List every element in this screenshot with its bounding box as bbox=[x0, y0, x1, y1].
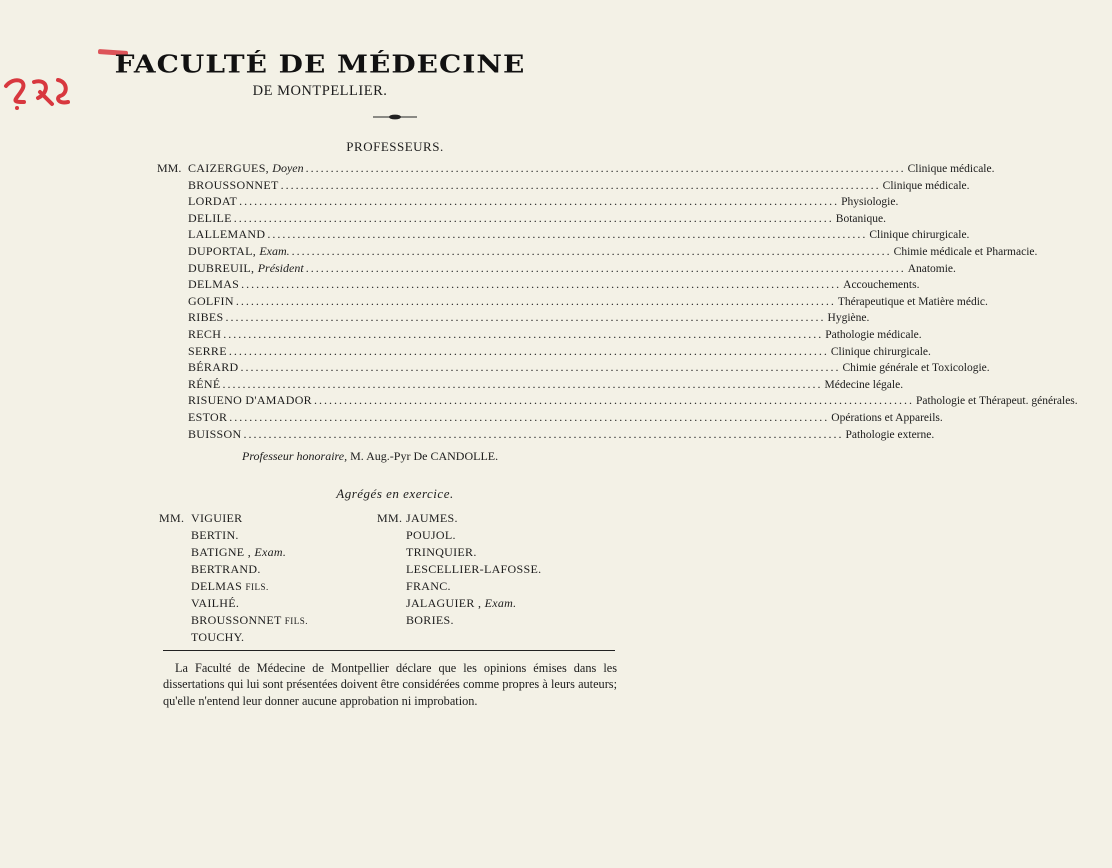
professors-list bbox=[157, 160, 1078, 442]
professor-chair: Clinique chirurgicale. bbox=[869, 229, 970, 242]
professor-row bbox=[157, 293, 988, 310]
agrege-name: JAUMES. bbox=[406, 511, 458, 525]
agrege-row bbox=[159, 612, 308, 629]
dot-leader: ........................................................................................................................ bbox=[313, 393, 914, 408]
prefix-mm: MM. bbox=[377, 511, 403, 525]
professor-chair: Clinique médicale. bbox=[907, 163, 995, 175]
page-title: FACULTÉ DE MÉDECINE bbox=[114, 50, 526, 79]
agrege-name: LESCELLIER-LAFOSSE. bbox=[406, 562, 542, 576]
dot-leader: ........................................................................................................................ bbox=[305, 260, 906, 275]
section-rule bbox=[163, 650, 615, 651]
agreges-left-column bbox=[159, 510, 308, 646]
agrege-row bbox=[159, 629, 308, 646]
professor-chair: Accouchements. bbox=[843, 279, 920, 292]
agrege-name: VAILHÉ. bbox=[191, 596, 240, 610]
professors-heading: PROFESSEURS. bbox=[346, 139, 444, 154]
professor-name-text: RECH bbox=[188, 326, 222, 341]
dot-leader: ........................................................................................................................ bbox=[240, 360, 841, 375]
professor-chair: Pathologie et Thérapeut. générales. bbox=[915, 395, 1078, 408]
professor-chair: Médecine légale. bbox=[824, 378, 904, 391]
professor-role: Exam. bbox=[259, 243, 290, 258]
agrege-row bbox=[377, 578, 541, 595]
honorary-label: Professeur honoraire, bbox=[242, 449, 348, 463]
professor-name bbox=[188, 376, 221, 393]
professor-role: Doyen bbox=[272, 161, 304, 175]
agrege-row bbox=[377, 527, 541, 544]
prefix-mm: MM. bbox=[157, 161, 182, 175]
agrege-name: FRANC. bbox=[406, 579, 451, 593]
professor-name bbox=[188, 260, 304, 277]
professor-chair: Clinique médicale. bbox=[882, 179, 970, 192]
professor-name bbox=[188, 426, 241, 443]
agrege-role: Exam. bbox=[254, 545, 287, 559]
agrege-name: BERTRAND. bbox=[191, 562, 261, 576]
professor-chair: Chimie médicale et Pharmacie. bbox=[893, 245, 1038, 258]
professor-name-text: LALLEMAND bbox=[188, 227, 266, 242]
professor-row bbox=[157, 309, 870, 326]
professor-name bbox=[188, 226, 265, 243]
professor-name bbox=[188, 392, 312, 409]
professor-name-text: ESTOR bbox=[188, 409, 228, 424]
agrege-row bbox=[159, 578, 308, 595]
agreges-heading: Agrégés en exercice. bbox=[336, 486, 454, 501]
professor-name bbox=[188, 343, 227, 360]
ornament-divider bbox=[373, 113, 417, 121]
agreges-right-column bbox=[377, 510, 541, 629]
dot-leader: ........................................................................................................................ bbox=[223, 326, 824, 341]
dot-leader: ........................................................................................................................ bbox=[241, 277, 842, 292]
professor-name bbox=[188, 326, 221, 343]
agrege-row bbox=[159, 561, 308, 578]
prefix-mm: MM. bbox=[159, 511, 185, 525]
agrege-name: DELMAS bbox=[191, 579, 243, 593]
professor-row bbox=[157, 160, 995, 177]
agrege-name: BROUSSONNET bbox=[191, 613, 282, 627]
professor-name-text: LORDAT bbox=[188, 194, 238, 209]
dot-leader: ........................................................................................................................ bbox=[225, 310, 826, 325]
agrege-row bbox=[159, 544, 308, 561]
professor-name bbox=[188, 276, 239, 293]
professor-name bbox=[188, 193, 237, 210]
dot-leader: ........................................................................................................................ bbox=[267, 227, 868, 242]
agrege-suffix: FILS. bbox=[245, 582, 269, 592]
professor-name bbox=[188, 177, 279, 194]
professor-row bbox=[157, 409, 943, 426]
agrege-suffix: FILS. bbox=[284, 616, 309, 626]
dot-leader: ........................................................................................................................ bbox=[229, 409, 830, 424]
professor-row bbox=[157, 426, 935, 443]
professor-row bbox=[157, 276, 920, 293]
disclaimer-paragraph: La Faculté de Médecine de Montpellier déclare que les opinions émises dans les dissertations qui lui sont présentées doivent être considérées comme propres à leurs auteurs; qu'elle n'entend leur donner aucune approbation ni improbation. bbox=[163, 661, 617, 708]
professor-chair: Physiologie. bbox=[841, 196, 899, 209]
agrege-name: BATIGNE , bbox=[191, 545, 252, 559]
professor-name-text: RISUENO D'AMADOR bbox=[188, 393, 312, 408]
agrege-row bbox=[377, 561, 541, 578]
agrege-row bbox=[377, 612, 541, 629]
professor-name-text: BÉRARD bbox=[188, 360, 239, 375]
agrege-row bbox=[377, 595, 541, 612]
agrege-name: BERTIN. bbox=[191, 528, 239, 542]
professor-name-text: DUPORTAL, bbox=[188, 243, 257, 258]
professor-name-text: GOLFIN bbox=[188, 293, 234, 308]
professor-name-text: BUISSON bbox=[188, 426, 242, 441]
professor-name-text: CAIZERGUES, bbox=[188, 161, 269, 175]
agrege-row bbox=[377, 544, 541, 561]
professor-row bbox=[157, 376, 904, 393]
agrege-name: VIGUIER bbox=[191, 511, 243, 525]
agrege-name: BORIES. bbox=[406, 613, 454, 627]
agrege-row bbox=[159, 510, 308, 527]
professor-chair: Chimie générale et Toxicologie. bbox=[842, 362, 990, 375]
professor-name bbox=[188, 243, 290, 260]
professor-role: Président bbox=[257, 260, 304, 275]
professor-row bbox=[157, 243, 1038, 260]
agrege-role: Exam. bbox=[484, 596, 517, 610]
dot-leader: ........................................................................................................................ bbox=[243, 426, 844, 441]
professor-name bbox=[188, 160, 304, 177]
professor-row bbox=[157, 210, 886, 227]
professor-row bbox=[157, 193, 899, 210]
professor-name bbox=[188, 210, 232, 227]
professor-name bbox=[188, 409, 227, 426]
professor-row bbox=[157, 226, 970, 243]
agrege-row bbox=[159, 527, 308, 544]
professor-chair: Thérapeutique et Matière médic. bbox=[837, 295, 988, 308]
agrege-row bbox=[377, 510, 541, 527]
professor-name bbox=[188, 309, 224, 326]
dot-leader: ........................................................................................................................ bbox=[235, 293, 836, 308]
professor-chair: Clinique chirurgicale. bbox=[830, 345, 931, 358]
dot-leader: ........................................................................................................................ bbox=[291, 243, 892, 258]
professor-name-text: BROUSSONNET bbox=[188, 177, 279, 192]
agrege-name: TRINQUIER. bbox=[406, 545, 477, 559]
dot-leader: ........................................................................................................................ bbox=[239, 194, 840, 209]
page-subtitle: DE MONTPELLIER. bbox=[252, 83, 388, 99]
professor-chair: Botanique. bbox=[835, 212, 886, 225]
professor-name-text: RÉNÉ bbox=[188, 376, 221, 391]
professor-row bbox=[157, 260, 956, 277]
honorary-name: M. Aug.-Pyr De CANDOLLE. bbox=[350, 449, 499, 463]
dot-leader: ........................................................................................................................ bbox=[280, 177, 881, 192]
professor-name-text: DUBREUIL, bbox=[188, 260, 255, 275]
professor-row bbox=[157, 177, 970, 194]
professor-chair: Hygiène. bbox=[827, 312, 870, 325]
professor-row bbox=[157, 326, 922, 343]
professor-name-text: RIBES bbox=[188, 310, 224, 325]
professor-chair: Pathologie médicale. bbox=[825, 328, 922, 341]
dot-leader: ........................................................................................................................ bbox=[228, 343, 829, 358]
dot-leader: ........................................................................................................................ bbox=[222, 376, 823, 391]
professor-chair: Opérations et Appareils. bbox=[831, 411, 943, 424]
professor-name-text: SERRE bbox=[188, 343, 227, 358]
professor-row bbox=[157, 343, 931, 360]
agrege-name: POUJOL. bbox=[406, 528, 456, 542]
professor-name-text: DELMAS bbox=[188, 277, 240, 292]
agrege-name: JALAGUIER , bbox=[406, 596, 482, 610]
professor-row bbox=[157, 359, 990, 376]
professor-chair: Pathologie externe. bbox=[845, 428, 935, 441]
professor-name-text: DELILE bbox=[188, 210, 232, 225]
honorary-professor bbox=[242, 449, 498, 464]
professor-name bbox=[188, 359, 238, 376]
agrege-row bbox=[159, 595, 308, 612]
professor-name bbox=[188, 293, 234, 310]
dot-leader: ........................................................................................................................ bbox=[233, 210, 834, 225]
agrege-name: TOUCHY. bbox=[191, 630, 245, 644]
dot-leader: ........................................................................................................................ bbox=[305, 161, 906, 175]
professor-chair: Anatomie. bbox=[907, 262, 956, 275]
professor-row bbox=[157, 392, 1078, 409]
